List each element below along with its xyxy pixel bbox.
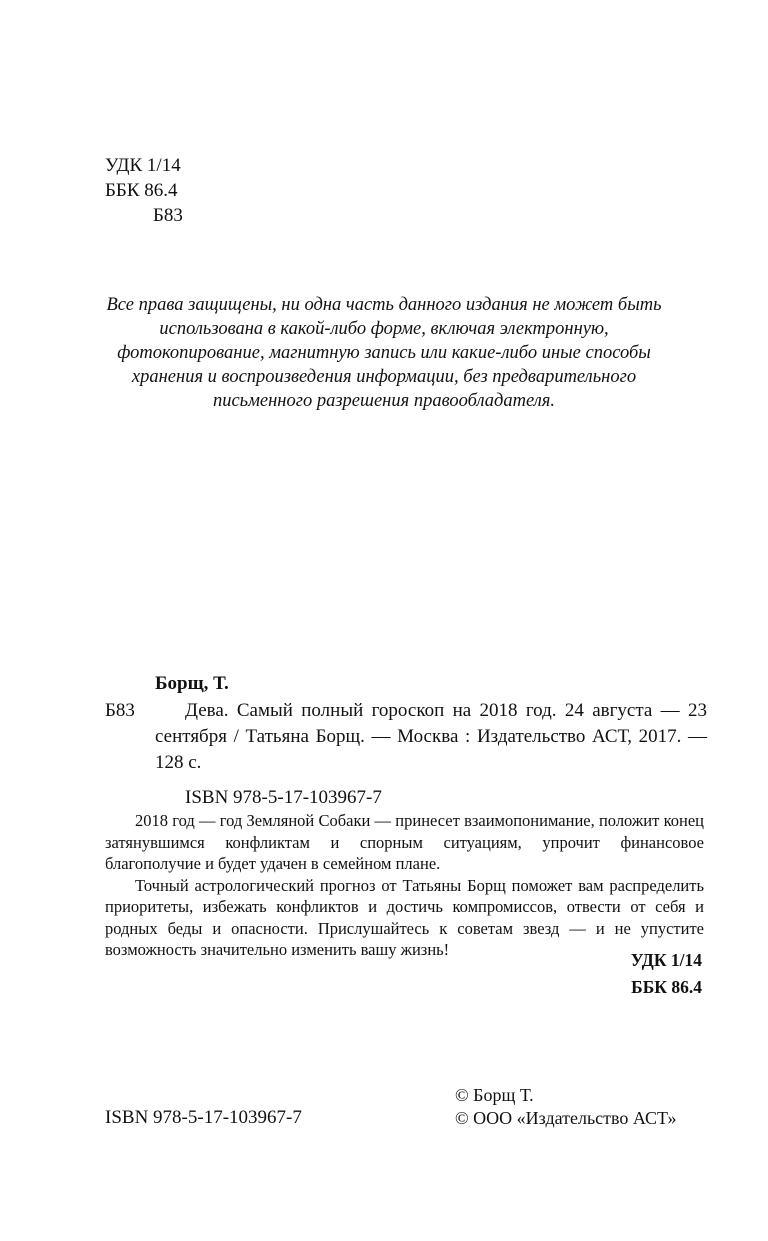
catalog-author: Борщ, Т. [155,673,229,694]
bbk-code-top: ББК 86.4 [105,180,178,201]
bbk-code-bottom: ББК 86.4 [631,977,702,997]
udk-code-top: УДК 1/14 [105,155,181,176]
catalog-entry [105,671,705,811]
copyright-author: © Борщ Т. [455,1085,534,1105]
udk-code-bottom: УДК 1/14 [630,950,702,970]
classification-block-top [105,153,183,228]
annotation-block [105,810,704,961]
footer-copyright-block [455,1084,677,1130]
copyright-publisher: © ООО «Издательство АСТ» [455,1108,677,1128]
classification-block-bottom [631,947,702,1001]
footer-isbn: ISBN 978-5-17-103967-7 [105,1107,302,1128]
author-sign-code: Б83 [153,205,183,226]
annotation-paragraph-1: 2018 год — год Земляной Собаки — принесет взаимопонимание, положит конец затянувшимся конфликтам и спорным ситуациям, упрочит финансовое благополучие и будет удачен в семейном плане. [105,811,704,873]
catalog-description: Дева. Самый полный гороскоп на 2018 год. 24 августа — 23 сентября / Татьяна Борщ. — Москва : Издательство АСТ, 2017. — 128 с. [155,700,707,773]
catalog-isbn: ISBN 978-5-17-103967-7 [185,787,382,808]
annotation-paragraph-2: Точный астрологический прогноз от Татьяны Борщ поможет вам распределить приоритеты, избежать конфликтов и достичь компромиссов, отвести от себя и родных беды и опасности. Прислушайтесь к советам звезд — и не упустите возможность значительно изменить вашу жизнь! [105,875,704,959]
rights-notice: Все права защищены, ни одна часть данного издания не может быть использована в какой-либо форме, включая электронную, фотокопирование, магнитную запись или какие-либо иные способы хранения и воспроизведения информации, без предварительного письменного разрешения правообладателя. [106,295,662,411]
catalog-entry-code: Б83 [105,700,135,721]
catalog-entry-body [105,698,705,776]
